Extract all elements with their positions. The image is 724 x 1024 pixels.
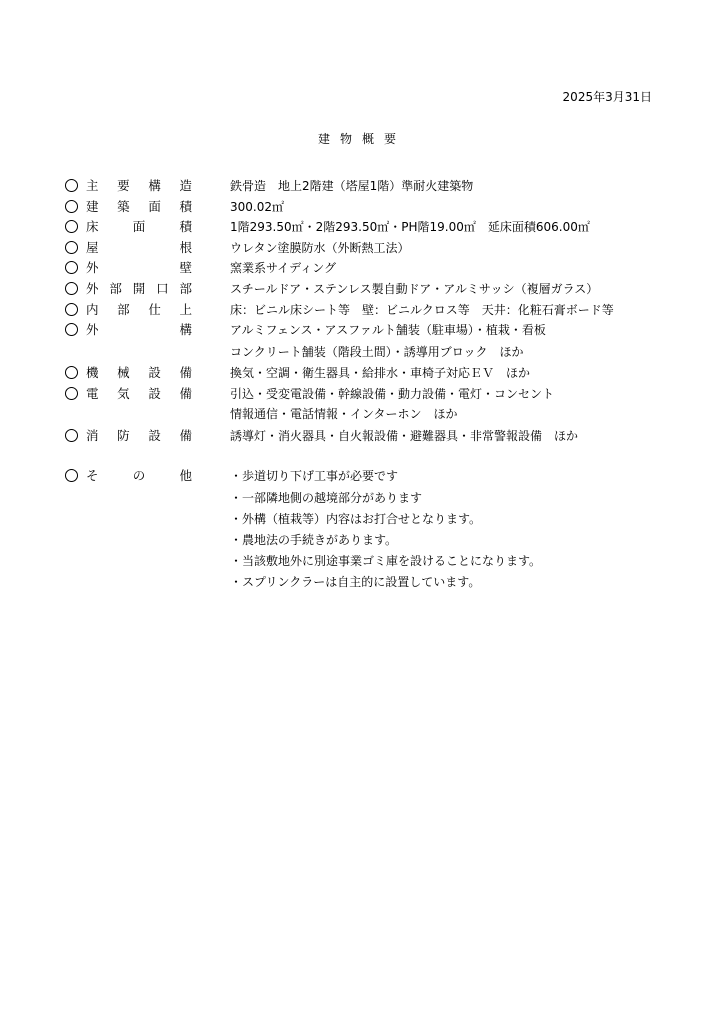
label-char: 建: [86, 199, 99, 214]
overview-value: 換気・空調・衛生器具・給排水・車椅子対応ＥＶ ほか: [230, 366, 531, 380]
label-char: 根: [179, 240, 192, 255]
overview-label: [86, 302, 192, 318]
label-char: 部: [179, 281, 192, 296]
overview-value: 床：ビニル床シート等 壁：ビニルクロス等 天井：化粧石膏ボード等: [230, 303, 614, 317]
circle-bullet-icon: [65, 323, 78, 336]
label-char: 構: [179, 322, 192, 337]
overview-value: スチールドア・ステンレス製自動ドア・アルミサッシ（複層ガラス）: [230, 282, 599, 296]
overview-label: [86, 386, 192, 402]
circle-bullet-icon: [65, 387, 78, 400]
overview-row: [0, 406, 724, 426]
circle-bullet-icon: [65, 429, 78, 442]
label-char: 外: [86, 260, 99, 275]
overview-label: [86, 281, 192, 297]
label-char: 面: [132, 219, 146, 234]
note-item: ・歩道切り下げ工事が必要です: [230, 469, 399, 483]
label-char: 設: [148, 365, 161, 380]
overview-label: [86, 240, 192, 256]
label-char: 仕: [148, 302, 161, 317]
label-char: 他: [179, 468, 192, 483]
overview-row: [0, 365, 724, 385]
overview-label: [86, 365, 192, 381]
circle-bullet-icon: [65, 261, 78, 274]
overview-row: [0, 178, 724, 198]
note-item: ・農地法の手続きがあります。: [230, 533, 398, 547]
overview-row: [0, 386, 724, 406]
label-char: 開: [132, 281, 146, 296]
label-char: 電: [86, 386, 99, 401]
overview-value: 誘導灯・消火器具・自火報設備・避難器具・非常警報設備 ほか: [230, 429, 579, 443]
label-char: 造: [179, 178, 192, 193]
overview-row: [0, 322, 724, 342]
label-char: 面: [148, 199, 161, 214]
document-date: 2025年3月31日: [562, 90, 652, 104]
note-item: ・スプリンクラーは自主的に設置しています。: [230, 575, 481, 589]
overview-row: [0, 260, 724, 280]
overview-row: [0, 219, 724, 239]
overview-value: コンクリート舗装（階段土間）・誘導用ブロック ほか: [230, 345, 524, 359]
label-char: の: [132, 468, 146, 483]
label-char: 積: [179, 199, 192, 214]
label-char: 械: [117, 365, 130, 380]
label-char: 気: [117, 386, 130, 401]
circle-bullet-icon: [65, 200, 78, 213]
overview-value: 窯業系サイディング: [230, 261, 336, 275]
note-item: ・外構（植栽等）内容はお打合せとなります。: [230, 512, 482, 526]
label-char: 消: [86, 428, 99, 443]
label-char: 壁: [179, 260, 192, 275]
label-char: 機: [86, 365, 99, 380]
overview-label: [86, 219, 192, 235]
overview-value: 1階293.50㎡・2階293.50㎡・PH階19.00㎡ 延床面積606.00㎡: [230, 220, 590, 234]
circle-bullet-icon: [65, 469, 78, 482]
label-char: 設: [148, 386, 161, 401]
label-char: そ: [86, 468, 99, 483]
overview-row: [0, 199, 724, 219]
label-char: 設: [148, 428, 161, 443]
overview-label: [86, 322, 192, 338]
overview-row: [0, 302, 724, 322]
overview-row: [0, 428, 724, 448]
overview-value: 鉄骨造 地上2階建（塔屋1階）準耐火建築物: [230, 179, 474, 193]
label-char: 要: [117, 178, 130, 193]
label-char: 部: [117, 302, 130, 317]
overview-label: [86, 178, 192, 194]
other-label: [86, 468, 192, 484]
label-char: 備: [179, 365, 192, 380]
overview-row: [0, 281, 724, 301]
label-char: 防: [117, 428, 130, 443]
label-char: 部: [109, 281, 122, 296]
circle-bullet-icon: [65, 366, 78, 379]
circle-bullet-icon: [65, 303, 78, 316]
label-char: 備: [179, 386, 192, 401]
label-char: 外: [86, 281, 99, 296]
overview-label: [86, 260, 192, 276]
circle-bullet-icon: [65, 179, 78, 192]
circle-bullet-icon: [65, 241, 78, 254]
note-item: ・一部隣地側の越境部分があります: [230, 491, 423, 505]
label-char: 内: [86, 302, 99, 317]
overview-value: 引込・受変電設備・幹線設備・動力設備・電灯・コンセント: [230, 387, 555, 401]
document-title: 建物概要: [317, 132, 406, 146]
label-char: 備: [179, 428, 192, 443]
label-char: 外: [86, 322, 99, 337]
circle-bullet-icon: [65, 282, 78, 295]
overview-row: [0, 344, 724, 364]
overview-value: アルミフェンス・アスファルト舗装（駐車場）・植栽・看板: [230, 323, 546, 337]
overview-value: ウレタン塗膜防水（外断熱工法）: [230, 241, 410, 255]
label-char: 口: [156, 281, 169, 296]
overview-value: 情報通信・電話情報・インターホン ほか: [230, 407, 458, 421]
label-char: 床: [86, 219, 99, 234]
label-char: 積: [179, 219, 192, 234]
label-char: 築: [117, 199, 130, 214]
circle-bullet-icon: [65, 220, 78, 233]
overview-label: [86, 199, 192, 215]
label-char: 上: [179, 302, 192, 317]
overview-label: [86, 428, 192, 444]
overview-value: 300.02㎡: [230, 200, 284, 214]
note-item: ・当該敷地外に別途事業ゴミ庫を設けることになります。: [230, 554, 542, 568]
overview-row: [0, 240, 724, 260]
label-char: 屋: [86, 240, 99, 255]
label-char: 主: [86, 178, 99, 193]
label-char: 構: [148, 178, 161, 193]
